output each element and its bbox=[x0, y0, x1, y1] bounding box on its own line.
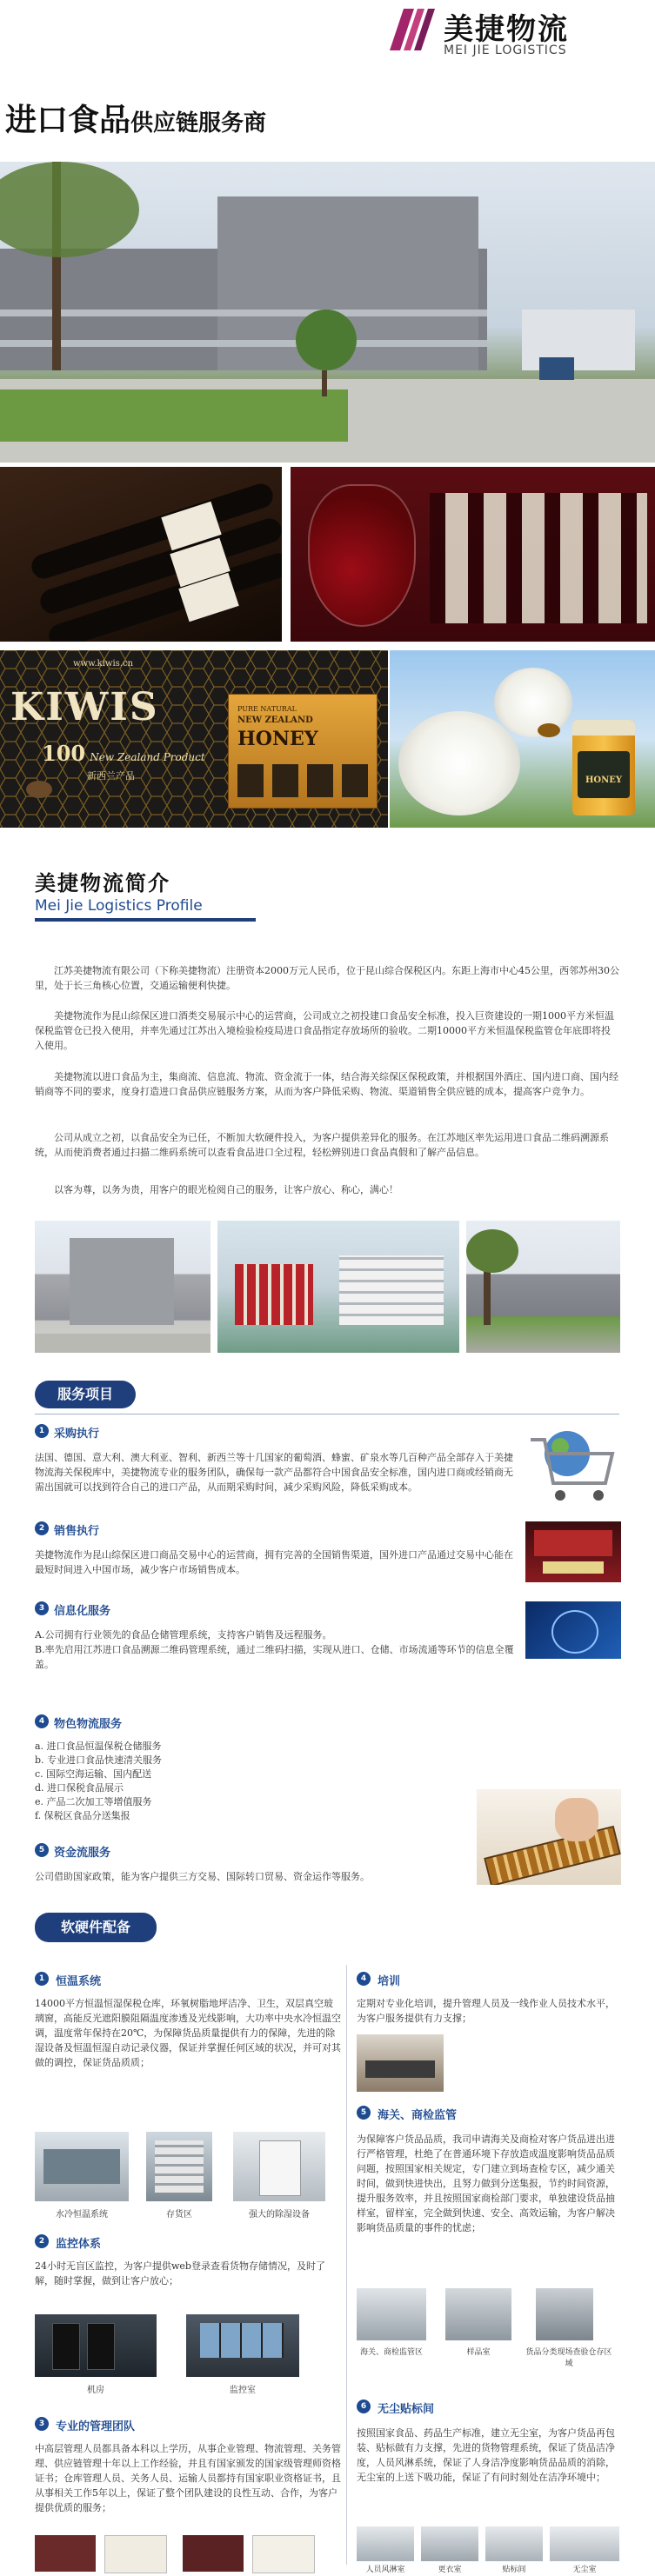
honey-flower-photo bbox=[390, 650, 655, 828]
service-4-line-f: f. 保税区食品分送集报 bbox=[35, 1810, 130, 1821]
shopping-cart-icon bbox=[525, 1422, 621, 1506]
kiwis-slogan-num: 100 bbox=[42, 741, 86, 766]
software-3-number: 3 bbox=[35, 2417, 49, 2431]
intro-paragraph-2: 美捷物流作为昆山综保区进口酒类交易展示中心的运营商，公司成立之初投建口食品安全标准，投入巨资建设的一期1000平方米恒温保税监管仓已投入使用，并率先通过江苏出入境检验检疫局进口食品指定存放场所的验收。二期10000平方米恒温保税监管仓年底即将投入使用。 bbox=[35, 1010, 614, 1051]
abacus-photo bbox=[477, 1789, 621, 1885]
software-6-text: 按照国家食品、药品生产标准，建立无尘室，为客户货品再包装、贴标做有力支撑，先进的货物管理系统，保证了货品洁净度，人员风淋系统，保证了人身洁净度影响货品品质的消除，无尘室的上送下吸功能，保证了有问时刻处在洁净环境中； bbox=[357, 2427, 615, 2483]
service-4-line-e: e. 产品二次加工等增值服务 bbox=[35, 1796, 152, 1807]
caption-inspection-area: 货品分类现场查验仓存区域 bbox=[525, 2348, 612, 2368]
software-4-text: 定期对专业化培训，提升管理人员及一线作业人员技术水平，为客户服务提供有力支撑； bbox=[357, 1998, 615, 2024]
service-4-line-b: b. 专业进口食品快速清关服务 bbox=[35, 1754, 163, 1766]
caption-storage-area: 存货区 bbox=[166, 2210, 192, 2220]
service-3-number: 3 bbox=[35, 1601, 49, 1615]
service-5-text: 公司借助国家政策，能为客户提供三方交易、国际转口贸易、资金运作等服务。 bbox=[35, 1871, 370, 1882]
sample-room-photo bbox=[445, 2288, 511, 2340]
intro-subtitle: Mei Jie Logistics Profile bbox=[35, 897, 203, 915]
intro-paragraph-1: 江苏美捷物流有限公司（下称美捷物流）注册资本2000万元人民币，位于昆山综合保税区内。东距上海市中心45公里，西邻苏州30公里，处于长三角核心位置，交通运输便利快捷。 bbox=[35, 965, 619, 991]
kiwis-slogan-cn: 新西兰产品 bbox=[87, 770, 135, 782]
brand-name-cn: 美捷物流 bbox=[444, 12, 569, 47]
software-4-number: 4 bbox=[357, 1972, 371, 1986]
service-1-text: 法国、德国、意大利、澳大利亚、智利、新西兰等十几国家的葡萄酒、蜂蜜、矿泉水等几百种产品全部存入于美捷物流海关保税库中，美捷物流专业的服务团队，确保每一款产品都符合中国食品安全标准，国内进口商或经销商无需出国就可以找到符合自己的进口产品，从而期采购时间，减少采购风险，降低采购成本。 bbox=[35, 1452, 513, 1493]
service-5-number: 5 bbox=[35, 1843, 49, 1857]
service-5-heading: 资金流服务 bbox=[54, 1847, 111, 1860]
certificate-photo-4 bbox=[252, 2535, 315, 2573]
intro-title: 美捷物流简介 bbox=[35, 870, 170, 895]
software-1-number: 1 bbox=[35, 1972, 49, 1986]
software-5-text: 为保障客户货品品质，我司申请海关及商检对客户货品进出进行严格管理，杜绝了在普通环境下存放造成温度影响货品品质问题，按照国家相关规定，专门建立到场查检专区，减少通关时间，做到快进快出，且努力做到分送集报，节约时间资源，提升服务效率，并且按照国家商检部门要求，单独建设货品抽样室，留样室，完全做到快速、安全、高效运输，为客户解决影响货品质量的事件的忧虑； bbox=[357, 2133, 615, 2233]
software-2-number: 2 bbox=[35, 2234, 49, 2248]
software-2-heading: 监控体系 bbox=[56, 2238, 102, 2251]
service-1-heading: 采购执行 bbox=[54, 1428, 100, 1441]
kiwis-slogan bbox=[42, 741, 205, 766]
software-6-number: 6 bbox=[357, 2400, 371, 2413]
caption-labeling-room: 贴标间 bbox=[502, 2566, 526, 2574]
caption-locker-room: 更衣室 bbox=[438, 2566, 462, 2574]
wine-bottles-photo bbox=[0, 467, 282, 642]
software-4-heading: 培训 bbox=[378, 1975, 401, 1988]
customs-area-photo bbox=[357, 2288, 426, 2340]
hero-title-big: 进口食品 bbox=[5, 102, 131, 138]
honey-box-line2: NEW ZEALAND bbox=[237, 716, 313, 725]
kiwi-bird-icon bbox=[26, 781, 52, 798]
caption-sample-room: 样品室 bbox=[466, 2348, 491, 2357]
caption-cooling-system: 水冷恒温系统 bbox=[56, 2210, 108, 2220]
cooling-system-photo bbox=[35, 2132, 129, 2201]
hero-title-small: 供应链服务商 bbox=[130, 110, 267, 136]
sales-stage-photo bbox=[525, 1521, 621, 1582]
honey-box-honey: HONEY bbox=[237, 728, 318, 750]
certificate-photo-2 bbox=[104, 2535, 167, 2573]
hero-title bbox=[5, 96, 266, 140]
software-1-text: 14000平方恒温恒湿保税仓库，环氧树脂地坪洁净、卫生，双层真空玻璃窗，高能反光遮阳膜阻隔温度渗透及光线影响，大功率中央水冷恒温空调，温度常年保持在20℃，为保障货品质量提供有力的保障，先进的除湿设备及恒温恒湿自动记录仪器，保证并掌握任何区域的状况，并可对其做的调控，保证货品质质； bbox=[35, 1998, 341, 2068]
software-1-heading: 恒温系统 bbox=[56, 1975, 102, 1988]
locker-room-photo bbox=[421, 2526, 478, 2561]
training-photo bbox=[357, 2034, 444, 2092]
clean-room-photo bbox=[550, 2526, 619, 2561]
software-divider bbox=[346, 1965, 347, 2565]
service-2-heading: 销售执行 bbox=[54, 1525, 100, 1538]
service-4-line-d: d. 进口保税食品展示 bbox=[35, 1782, 124, 1794]
shopping-cart-photo bbox=[525, 1422, 621, 1506]
software-3-text: 中高层管理人员都具备本科以上学历，从事企业管理、物流管理、关务管理、供应链管理十年以上工作经验，并且有国家颁发的国家级管理师资格证书；仓库管理人员、关务人员、运输人员都持有国家职业资格证书，且从事相关工作5年以上，保证了整个团队建设的良性互动、合作，为客户提供优质的服务； bbox=[35, 2443, 341, 2513]
intro-photo-building bbox=[35, 1221, 211, 1353]
caption-air-shower: 人员风淋室 bbox=[365, 2566, 405, 2574]
service-4-line-c: c. 国际空海运输、国内配送 bbox=[35, 1768, 152, 1780]
storage-area-photo bbox=[146, 2132, 212, 2201]
intro-photo-storage bbox=[217, 1221, 459, 1353]
dehumidifier-photo bbox=[233, 2132, 325, 2201]
kiwis-url: www.kiwis.cn bbox=[73, 659, 134, 669]
service-1-number: 1 bbox=[35, 1424, 49, 1438]
information-network-photo bbox=[525, 1601, 621, 1659]
caption-dehumidifier: 强大的除湿设备 bbox=[249, 2210, 310, 2220]
service-4-number: 4 bbox=[35, 1714, 49, 1728]
software-5-heading: 海关、商检监管 bbox=[378, 2109, 458, 2122]
labeling-room-photo bbox=[485, 2526, 543, 2561]
caption-clean-room: 无尘室 bbox=[572, 2566, 597, 2574]
brand-name-en: MEI JIE LOGISTICS bbox=[444, 43, 567, 57]
service-2-text: 美捷物流作为昆山综保区进口商品交易中心的运营商，拥有完善的全国销售渠道，国外进口产品通过交易中心能在最短时间进入中国市场，减少客户市场销售成本。 bbox=[35, 1549, 513, 1575]
software-3-heading: 专业的管理团队 bbox=[56, 2420, 136, 2433]
kiwis-brand: KIWIS bbox=[10, 685, 159, 729]
certificate-photo-3 bbox=[183, 2535, 244, 2572]
server-room-photo bbox=[35, 2314, 157, 2377]
logo-mark-icon bbox=[384, 3, 438, 52]
air-shower-photo bbox=[357, 2526, 414, 2561]
honey-box-line1: PURE NATURAL bbox=[237, 705, 297, 713]
service-4-line-a: a. 进口食品恒温保税仓储服务 bbox=[35, 1741, 162, 1752]
caption-monitor-room: 监控室 bbox=[230, 2386, 256, 2395]
caption-customs-area: 海关、商检监管区 bbox=[359, 2348, 423, 2357]
intro-paragraph-3: 美捷物流以进口食品为主，集商流、信息流、物流、资金流于一体，结合海关综保区保税政策，并根据国外酒庄、国内进口商、国内经销商等不同的要求，度身打造进口食品供应链服务方案，从而为客户降低采购、物流、渠道销售全供应链的成本，提高客户竞争力。 bbox=[35, 1071, 618, 1097]
service-4-heading: 物色物流服务 bbox=[54, 1718, 123, 1731]
certificate-photo-1 bbox=[35, 2535, 96, 2572]
brand-logo bbox=[384, 3, 438, 52]
service-3-heading: 信息化服务 bbox=[54, 1605, 111, 1618]
intro-title-underline bbox=[35, 918, 256, 922]
software-5-number: 5 bbox=[357, 2106, 371, 2120]
intro-paragraph-4: 公司从成立之初，以食品安全为已任，不断加大软硬件投入，为客户提供差异化的服务。在江苏地区率先运用进口食品二维码溯源系统，从而使消费者通过扫描二维码系统可以查看食品进口全过程，轻松辨别进口食品真假和了解产品信息。 bbox=[35, 1132, 609, 1158]
honey-box bbox=[228, 694, 378, 809]
caption-server-room: 机房 bbox=[87, 2386, 104, 2395]
intro-paragraph-5: 以客为尊，以务为贵，用客户的眼光检阅自己的服务，让客户放心、称心，满心！ bbox=[54, 1184, 398, 1195]
intro-photo-exterior bbox=[466, 1221, 620, 1353]
kiwis-banner bbox=[0, 650, 388, 828]
monitor-room-photo bbox=[186, 2314, 299, 2377]
service-2-number: 2 bbox=[35, 1521, 49, 1535]
software-2-text: 24小时无盲区监控，为客户提供web登录查看货物存储情况，及时了解，随时掌握，做到让客户放心； bbox=[35, 2260, 325, 2286]
honey-jar-label: HONEY bbox=[585, 775, 623, 785]
wine-glass-photo bbox=[291, 467, 655, 642]
inspection-area-photo bbox=[536, 2288, 593, 2340]
software-6-heading: 无尘贴标间 bbox=[378, 2403, 435, 2416]
services-title: 服务项目 bbox=[35, 1381, 136, 1408]
warehouse-photo bbox=[0, 162, 655, 463]
service-3-text: A.公司拥有行业领先的食品仓储管理系统，支持客户销售及远程服务。 B.率先启用江苏进口食品溯源二维码管理系统，通过二维码扫描，实现从进口、仓储、市场流通等环节的信息全覆盖。 bbox=[35, 1629, 514, 1670]
kiwis-slogan-en: New Zealand Product bbox=[90, 751, 205, 763]
software-title: 软硬件配备 bbox=[35, 1913, 157, 1942]
